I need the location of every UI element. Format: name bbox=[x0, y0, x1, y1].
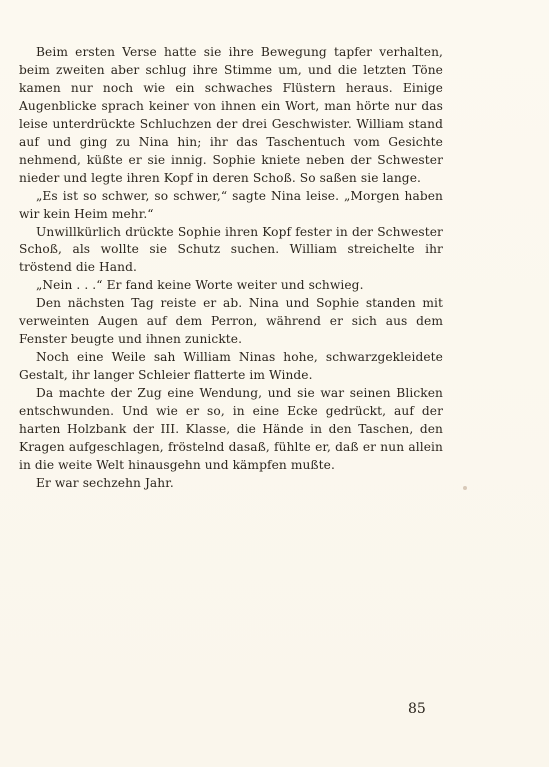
paragraph: Unwillkürlich drückte Sophie ihren Kopf fester in der Schwester Schoß, als wollte sie Schutz suchen. William streichelte ihr tröstend die Hand. bbox=[19, 224, 443, 275]
paper-speck bbox=[463, 486, 467, 490]
paragraph: Den nächsten Tag reiste er ab. Nina und Sophie standen mit verweinten Augen auf dem Perron, während er sich aus dem Fenster beugte und ihnen zunickte. bbox=[19, 296, 443, 347]
paragraph: Noch eine Weile sah William Ninas hohe, schwarzgekleidete Gestalt, ihr langer Schleier flatterte im Winde. bbox=[19, 350, 443, 383]
body-text bbox=[19, 44, 443, 493]
paragraph: „Nein . . .“ Er fand keine Worte weiter und schwieg. bbox=[36, 278, 364, 293]
paragraph: Da machte der Zug eine Wendung, und sie war seinen Blicken entschwunden. Und wie er so, in eine Ecke gedrückt, auf der harten Holzbank der III. Klasse, die Hände in den Taschen, den Kragen aufgeschlagen, fröstelnd dasaß, fühlte er, daß er nun allein in die weite Welt hinausgehn und kämpfen mußte. bbox=[19, 386, 443, 472]
paragraph: „Es ist so schwer, so schwer,“ sagte Nina leise. „Morgen haben wir kein Heim mehr.“ bbox=[19, 188, 443, 221]
page-number: 85 bbox=[408, 701, 426, 717]
paragraph: Er war sechzehn Jahr. bbox=[36, 475, 174, 490]
paragraph: Beim ersten Verse hatte sie ihre Bewegung tapfer verhalten, beim zweiten aber schlug ihre Stimme um, und die letzten Töne kamen nur noch wie ein schwaches Flüstern heraus. Einige Augenblicke sprach keiner von ihnen ein Wort, man hörte nur das leise unterdrückte Schluchzen der drei Geschwister. William stand auf und ging zu Nina hin; ihr das Taschentuch vom Gesichte nehmend, küßte er sie innig. Sophie kniete neben der Schwester nieder und legte ihren Kopf in deren Schoß. So saßen sie lange. bbox=[19, 45, 443, 185]
